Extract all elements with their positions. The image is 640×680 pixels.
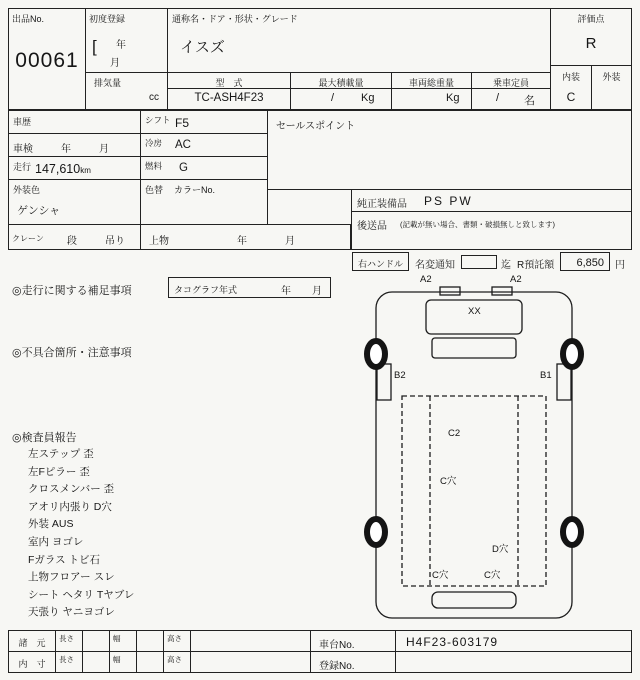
mirror-left: [440, 287, 460, 295]
deposit-label: R預託額: [517, 260, 555, 271]
displacement-unit: cc: [149, 92, 159, 103]
damage-label-c2: C2: [448, 428, 461, 439]
model-code-label: 型 式: [215, 78, 243, 88]
first-registration-label: 初度登録: [89, 14, 126, 24]
rhd-label: 右ハンドル: [357, 259, 403, 269]
shaken-year-label: 年: [61, 144, 71, 155]
inner-length-label: 長さ: [59, 655, 74, 664]
inspector-report-list: [28, 446, 258, 622]
inner-height-header: [163, 651, 191, 673]
color-no-label: カラーNo.: [174, 185, 216, 195]
body-year-label: 年: [237, 236, 247, 247]
first-registration-year-label: 年: [116, 40, 126, 51]
body-label: 上物: [149, 236, 169, 247]
inner-length-header: [55, 651, 83, 673]
inspector-report-item: アオリ内張り D穴: [28, 500, 112, 513]
gross-weight-cell: [391, 72, 472, 110]
wheel-rear-right: [563, 519, 581, 545]
crane-cell: [8, 224, 141, 250]
damage-label-a2-right: A2: [510, 274, 522, 285]
spec-length-header: [55, 630, 83, 652]
first-registration-cell: [85, 8, 168, 73]
chassis-label-cell: [310, 630, 396, 652]
exterior-score-cell: [591, 65, 632, 110]
inspector-report-item: クロスメンバー 歪: [28, 483, 115, 496]
registration-label-cell: [310, 651, 396, 673]
crane-hang-label: 吊り: [105, 236, 125, 247]
displacement-cell: [85, 72, 168, 110]
spec-height-label: 高さ: [167, 634, 182, 643]
divider: [168, 88, 290, 89]
color-change-label: 色替: [145, 185, 164, 195]
capacity-label: 乗車定員: [492, 78, 529, 88]
chassis-label: 車台No.: [319, 640, 355, 651]
max-load-slash: /: [331, 92, 335, 104]
divider: [291, 88, 391, 89]
later-items-label: 後送品: [357, 221, 387, 232]
tachograph-year-label: 年: [281, 286, 291, 297]
spec-dims-cell: [8, 630, 56, 652]
chassis-value-cell: [395, 630, 632, 652]
sales-point-cell: [267, 110, 632, 190]
name-change-label: 名変通知: [415, 260, 455, 271]
sales-point-label: セールスポイント: [276, 121, 356, 132]
inner-dims-label: 内 寸: [18, 659, 46, 669]
exterior-color-cell: [8, 179, 141, 225]
aircon-label: 冷房: [145, 138, 163, 148]
shift-cell: [140, 110, 268, 134]
interior-score-value: C: [566, 90, 576, 104]
vehicle-name-cell: [167, 8, 551, 73]
exterior-label: 外装: [602, 72, 621, 82]
inner-length-value: [82, 651, 110, 673]
yen-label: 円: [615, 260, 625, 271]
color-change-cell: [140, 179, 268, 225]
registration-label: 登録No.: [319, 661, 355, 672]
mileage-value: [35, 162, 91, 176]
damage-label-xx: XX: [468, 306, 481, 317]
inner-dims-cell: [8, 651, 56, 673]
capacity-slash: /: [496, 92, 500, 104]
shift-label: シフト: [145, 115, 171, 125]
vehicle-damage-diagram: [350, 264, 602, 632]
tachograph-month-label: 月: [312, 286, 322, 297]
model-code-cell: [167, 72, 291, 110]
wheel-front-right: [563, 341, 581, 367]
lot-number-value: 00061: [15, 49, 79, 72]
fuel-label: 燃料: [145, 161, 163, 171]
lot-number-cell: [8, 8, 86, 110]
damage-label-a2-left: A2: [420, 274, 432, 285]
defect-title: ◎不具合箇所・注意事項: [12, 347, 132, 359]
spec-width-header: [109, 630, 137, 652]
shaken-label: 車検: [13, 144, 33, 155]
vehicle-name-header: 通称名・ドア・形状・グレード: [172, 14, 298, 24]
gross-weight-label: 車両総重量: [408, 78, 454, 88]
genuine-equipment-value: PS PW: [424, 194, 473, 208]
divider: [472, 88, 550, 89]
mileage-label: 走行: [13, 162, 32, 172]
max-load-label: 最大積載量: [318, 78, 364, 88]
inner-width-value: [136, 651, 164, 673]
aircon-cell: [140, 133, 268, 157]
inspector-report-item: Fガラス トビ石: [28, 553, 101, 566]
capacity-cell: [471, 72, 551, 110]
body-month-label: 月: [285, 236, 295, 247]
wheel-front-left: [367, 341, 385, 367]
shift-value: F5: [175, 116, 190, 130]
model-code-value: TC-ASH4F23: [194, 92, 264, 104]
shaken-month-label: 月: [99, 144, 109, 155]
inner-height-label: 高さ: [167, 655, 182, 664]
history-label: 車歴: [13, 117, 32, 127]
maker-name: イスズ: [180, 39, 225, 56]
spec-width-value: [136, 630, 164, 652]
inner-width-header: [109, 651, 137, 673]
registration-value-cell: [395, 651, 632, 673]
crane-step-label: 段: [67, 236, 77, 247]
mileage-number: 147,610: [35, 162, 81, 176]
cab-roof: [432, 338, 516, 358]
score-label: 評価点: [577, 14, 605, 24]
tachograph-label: タコグラフ年式: [174, 285, 238, 295]
damage-label-c-hole-br: C穴: [484, 570, 501, 581]
damage-label-c-hole-bl: C穴: [432, 570, 449, 581]
max-load-cell: [290, 72, 392, 110]
body-cell: [140, 224, 351, 250]
damage-label-c-hole: C穴: [440, 476, 457, 487]
inspector-report-item: 天張り ヤニヨゴレ: [28, 606, 115, 619]
capacity-unit: 名: [524, 95, 535, 107]
inspector-title: ◎検査員報告: [12, 432, 77, 444]
spacer-cell: [267, 189, 352, 225]
exterior-color-label: 外装色: [13, 185, 41, 195]
until-label: 迄: [501, 260, 511, 271]
inner-width-label: 幅: [113, 655, 121, 664]
spec-length-label: 長さ: [59, 634, 74, 643]
spec-length-value: [82, 630, 110, 652]
rear-bumper: [432, 592, 516, 608]
shaken-cell: [8, 133, 141, 157]
aircon-value: AC: [175, 139, 191, 151]
gross-weight-unit: Kg: [446, 92, 460, 104]
genuine-equipment-cell: [351, 189, 632, 212]
score-cell: [550, 8, 632, 66]
inner-height-value: [190, 651, 311, 673]
first-registration-month-label: 月: [110, 58, 120, 69]
crane-label: クレーン: [12, 234, 44, 243]
fuel-cell: [140, 156, 268, 180]
mileage-note-title: ◎走行に関する補足事項: [12, 285, 132, 297]
inspector-report-item: 室内 ヨゴレ: [28, 535, 84, 548]
damage-label-d-hole: D穴: [492, 544, 509, 555]
divider: [392, 88, 471, 89]
exterior-color-value: ゲンシャ: [17, 205, 61, 217]
lot-number-label: 出品No.: [12, 14, 45, 24]
inspector-report-item: シート ヘタリ Tヤブレ: [28, 588, 135, 601]
score-value: R: [585, 35, 597, 52]
spec-height-header: [163, 630, 191, 652]
inspector-report-item: 左Fピラー 歪: [28, 465, 90, 478]
interior-label: 内装: [561, 72, 580, 82]
cargo-bed-outline: [402, 396, 546, 586]
spec-width-label: 幅: [113, 634, 121, 643]
history-cell: [8, 110, 141, 134]
fuel-value: G: [179, 162, 188, 174]
mirror-right: [492, 287, 512, 295]
displacement-label: 排気量: [94, 78, 122, 88]
spec-dims-label: 諸 元: [18, 638, 46, 648]
later-items-note: (記載が無い場合、書類・破損無しと致します): [400, 220, 555, 229]
genuine-equipment-label: 純正装備品: [357, 199, 407, 210]
inspector-report-item: 外装 AUS: [28, 518, 74, 531]
damage-label-b2: B2: [394, 370, 406, 381]
damage-label-b1: B1: [540, 370, 552, 381]
inspector-report-item: 左ステップ 歪: [28, 448, 94, 460]
mileage-cell: [8, 156, 141, 180]
deposit-amount-value: 6,850: [576, 257, 604, 269]
tachograph-cell: [168, 277, 331, 298]
interior-score-cell: [550, 65, 592, 110]
chassis-value: H4F23-603179: [406, 635, 499, 649]
spec-height-value: [190, 630, 311, 652]
mileage-unit: km: [80, 166, 91, 175]
wheel-rear-left: [367, 519, 385, 545]
max-load-unit: Kg: [361, 92, 375, 104]
later-items-cell: [351, 211, 632, 250]
inspector-report-item: 上物フロアー スレ: [28, 571, 115, 584]
vehicle-body-outline: [376, 292, 572, 618]
bracket-mark: [: [92, 37, 97, 56]
